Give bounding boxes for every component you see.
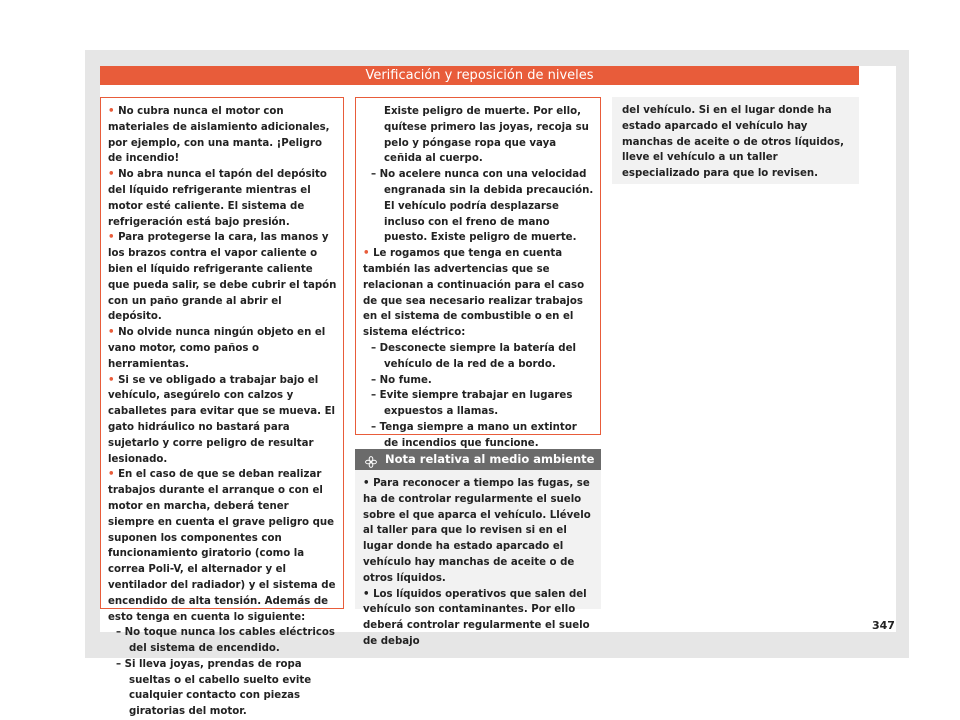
environment-note — [355, 449, 601, 647]
warning-bullet: • Le rogamos que tenga en cuenta también las advertencias que se relacionan a continuación para el caso de que sea necesario realizar trabajos en el sistema de combustible o en el sistema eléctrico: — [363, 248, 585, 339]
environment-bullet: • Para reconocer a tiempo las fugas, se ha de controlar regularmente el suelo sobre el que aparca el vehículo. Llévelo al taller para que lo revisen si en el lugar donde ha estado aparcado el vehículo hay manchas de aceite o de otros líquidos. — [363, 478, 591, 584]
environment-bullet: • Los líquidos operativos que salen del vehículo son contaminantes. Por ello deberá controlar regularmente el suelo de debajo — [363, 588, 590, 647]
warning-bullet: • No abra nunca el tapón del depósito del líquido refrigerante mientras el motor esté caliente. El sistema de refrigeración está bajo presión. — [108, 169, 327, 228]
warning-dash-item: – No fume. — [371, 374, 432, 386]
warning-box-middle — [355, 97, 601, 449]
environment-continuation: del vehículo. Si en el lugar donde ha estado aparcado el vehículo hay manchas de aceite o de otros líquidos, lleve el vehículo a un taller especializado para que lo revisen. — [622, 105, 844, 180]
page-number: 347 — [872, 619, 895, 632]
section-header: Verificación y reposición de niveles — [100, 66, 859, 85]
environment-note-title: Nota relativa al medio ambiente — [385, 452, 595, 466]
warning-continuation: Existe peligro de muerte. Por ello, quítese primero las joyas, recoja su pelo y póngase ropa que vaya ceñida al cuerpo. — [384, 106, 589, 165]
environment-note-header — [355, 449, 601, 470]
warning-dash-item: – No acelere nunca con una velocidad engranada sin la debida precaución. El vehículo podría desplazarse incluso con el freno de mano puesto. Existe peligro de muerte. — [371, 169, 594, 244]
warning-dash-item: – Evite siempre trabajar en lugares expuestos a llamas. — [371, 390, 573, 418]
warning-bullet: • Para protegerse la cara, las manos y los brazos contra el vapor caliente o bien el líquido refrigerante caliente que pueda salir, se debe cubrir el tapón con un paño grande al abrir el depósito. — [108, 232, 337, 323]
warning-dash-item: – Si lleva joyas, prendas de ropa sueltas o el cabello suelto evite cualquier contacto con piezas giratorias del motor. — [116, 658, 312, 718]
flower-icon — [365, 454, 377, 466]
warning-dash-item: – Tenga siempre a mano un extintor de incendios que funcione. — [371, 421, 577, 449]
environment-note-continued — [612, 97, 859, 184]
warning-bullet: • No cubra nunca el motor con materiales de aislamiento adicionales, por ejemplo, con una manta. ¡Peligro de incendio! — [108, 106, 330, 165]
warning-dash-item: – Desconecte siempre la batería del vehículo de la red de a bordo. — [371, 342, 576, 370]
warning-bullet: • Si se ve obligado a trabajar bajo el vehículo, asegúrelo con calzos y caballetes para evitar que se mueva. El gato hidráulico no bastará para sujetarlo y corre peligro de resultar lesionado. — [108, 374, 336, 465]
warning-bullet: • En el caso de que se deban realizar trabajos durante el arranque o con el motor en marcha, deberá tener siempre en cuenta el grave peligro que suponen los componentes con funcionamiento giratorio (como la correa Poli-V, el alternador y el ventilador del radiador) y el sistema de encendido de alta tensión. Además de esto tenga en cuenta lo siguiente: — [108, 469, 336, 623]
warning-bullet: • No olvide nunca ningún objeto en el vano motor, como paños o herramientas. — [108, 327, 326, 370]
warning-box-continued — [100, 97, 344, 718]
warning-dash-item: – No toque nunca los cables eléctricos del sistema de encendido. — [116, 627, 335, 655]
